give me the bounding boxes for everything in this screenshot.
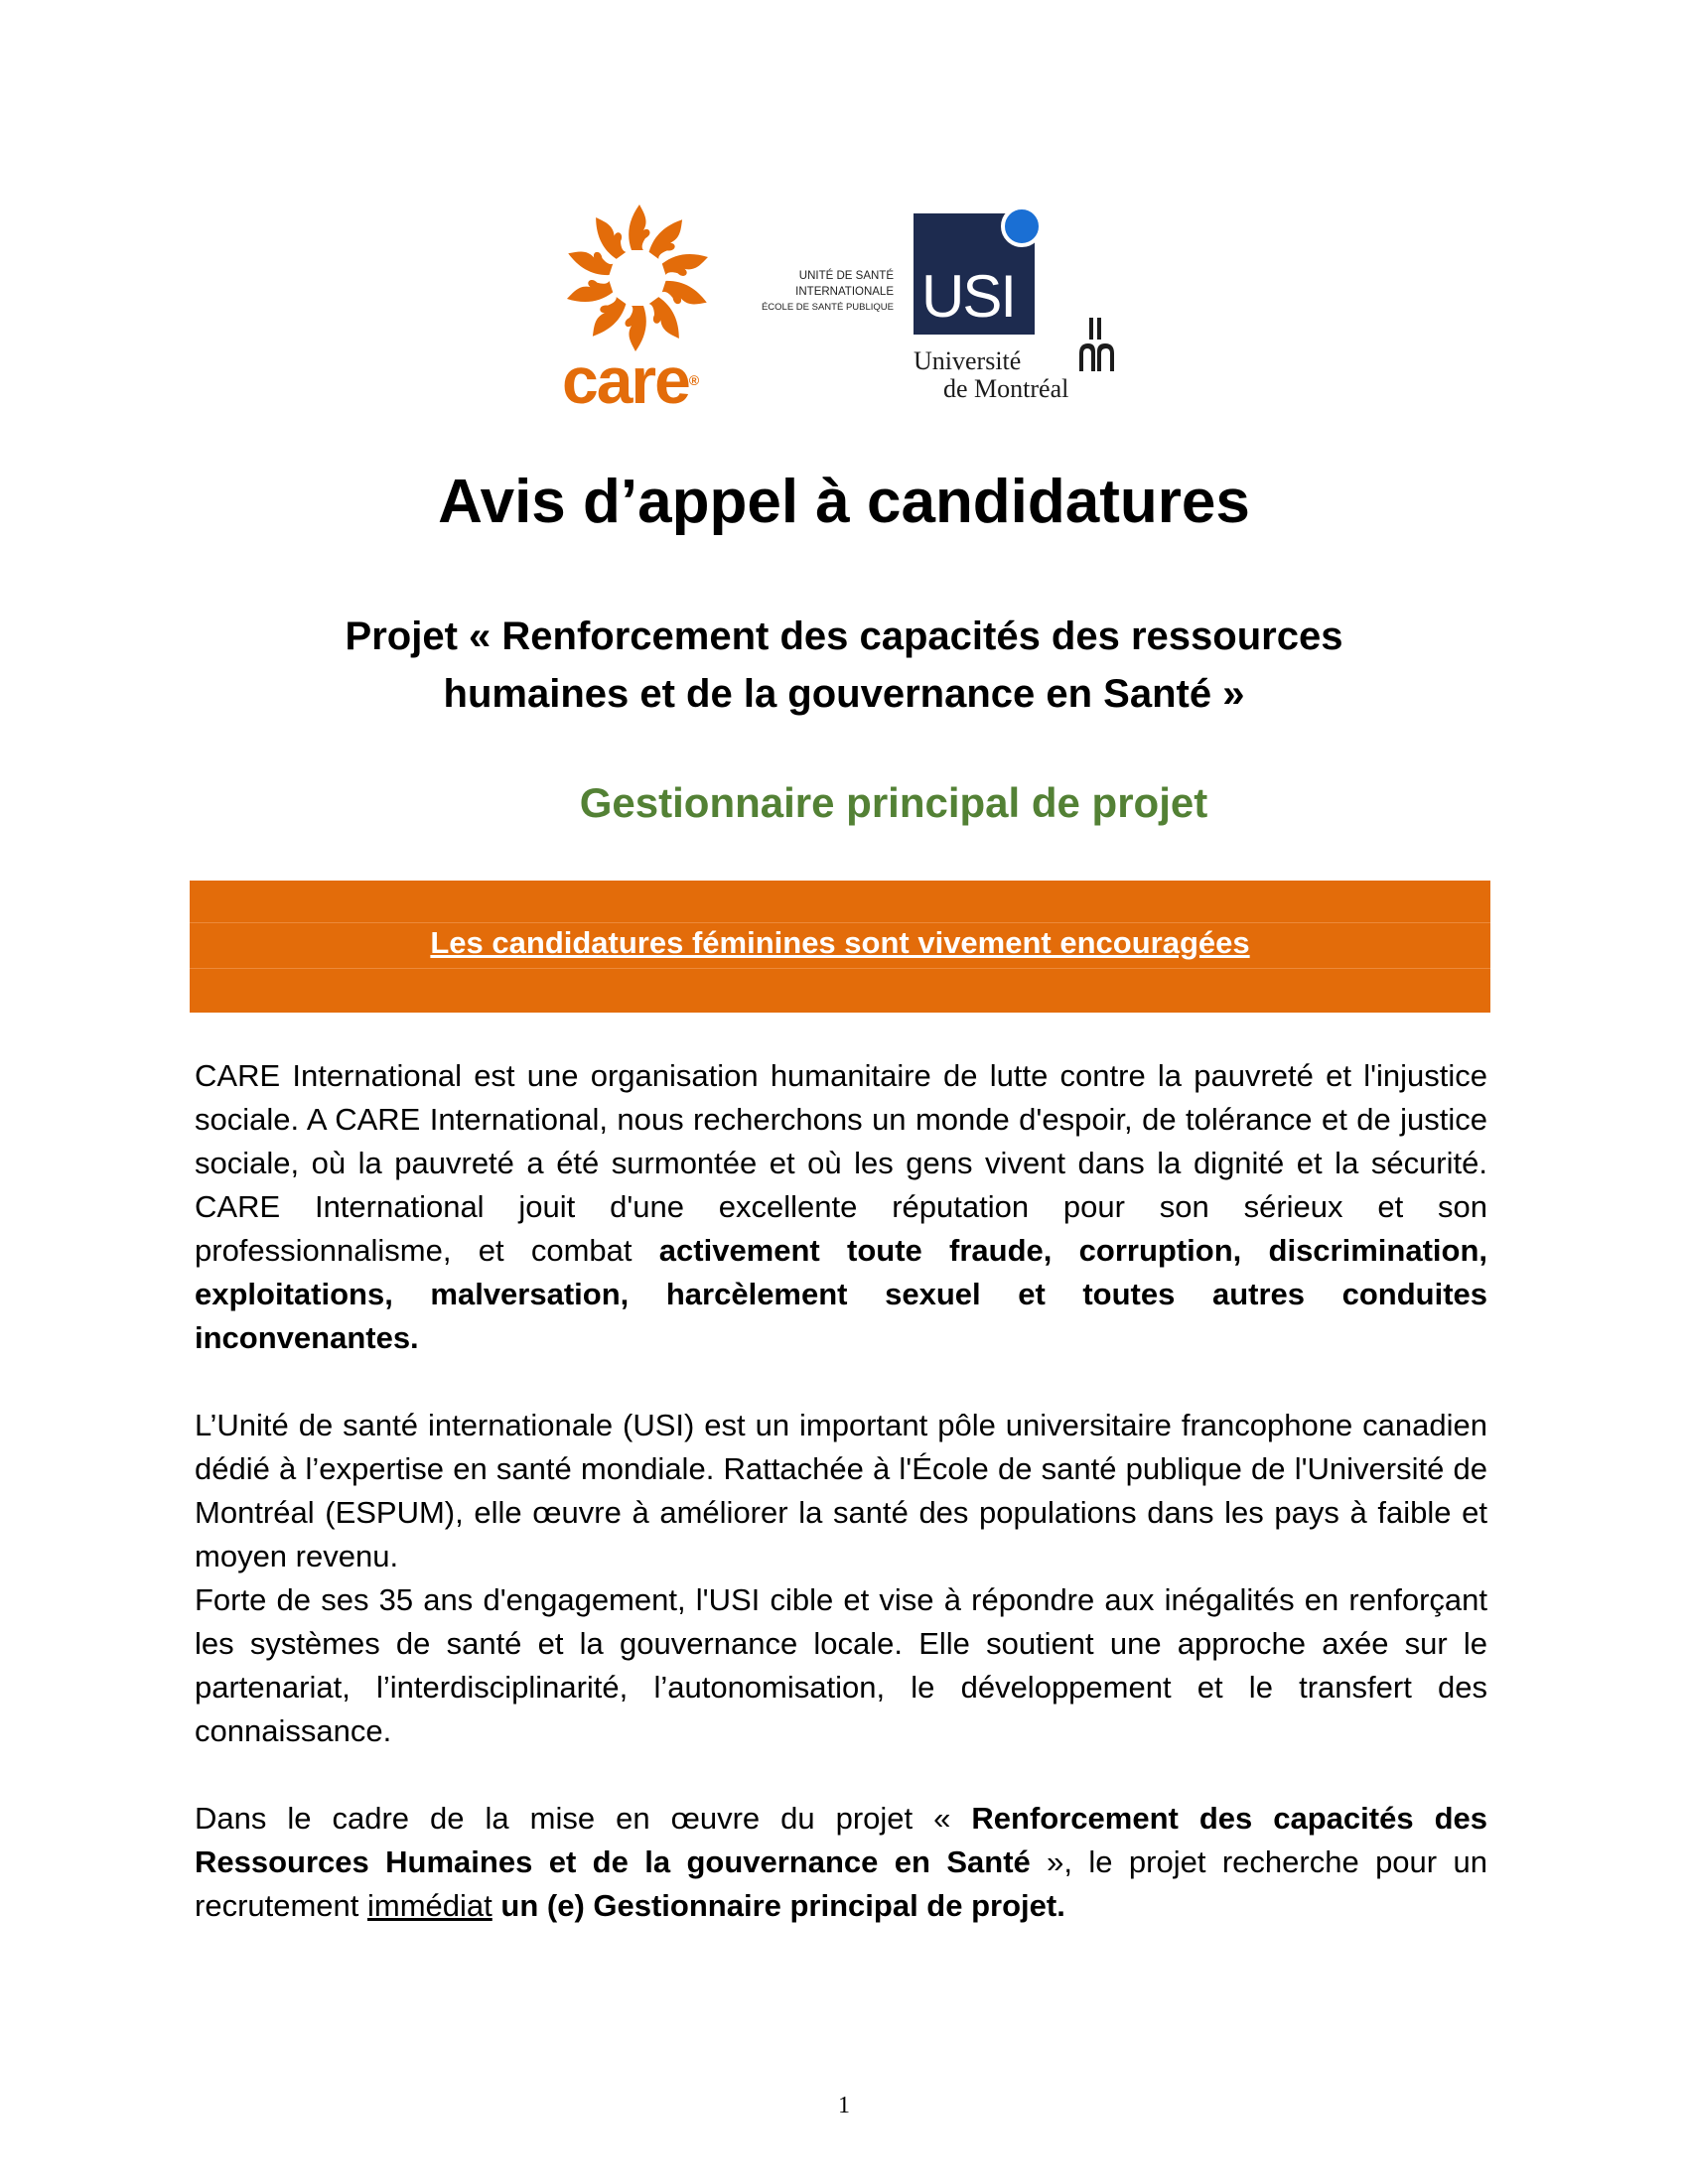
subtitle-line: Projet « Renforcement des capacités des ressources [345, 614, 1343, 658]
care-wordmark: care® [562, 343, 700, 417]
udem-line: Université [914, 346, 1022, 375]
subtitle-line: humaines et de la gouvernance en Santé » [443, 672, 1245, 716]
paragraph-usi [195, 1404, 1487, 1753]
udem-line: de Montréal [943, 374, 1069, 403]
position-title: Gestionnaire principal de projet [579, 779, 1208, 826]
project-name: Renforcement des capacités des Ressources Humaines et de la gouvernance en Santé [195, 1801, 1487, 1879]
udem-wordmark [914, 347, 1068, 403]
udem-emblem-icon [1077, 318, 1117, 373]
usi-caption [755, 268, 894, 316]
banner-divider [190, 922, 1490, 923]
care-logo [556, 199, 735, 417]
banner-text: Les candidatures féminines sont vivement encouragées [430, 925, 1250, 960]
page-number: 1 [838, 2093, 850, 2118]
paragraph-text: », le projet recherche pour un recrutement [195, 1844, 1487, 1923]
paragraph-project [195, 1797, 1487, 1928]
usi-box [914, 213, 1035, 335]
paragraph-text: CARE International est une organisation humanitaire de lutte contre la pauvreté et l'injustice sociale. A CARE International, nous recherchons un monde d'espoir, de tolérance et de justice sociale, où la pauvreté a été surmontée et où les gens vivent dans la dignité et la sécurité. CARE International jouit d'une excellente réputation pour son sérieux et son professionnalisme, et combat [195, 1058, 1487, 1268]
usi-logo [755, 208, 1152, 417]
paragraph-bold-text: activement toute fraude, corruption, discrimination, exploitations, malversation, harcèlement sexuel et toutes autres conduites inconvenantes. [195, 1233, 1488, 1355]
registered-mark: ® [688, 372, 700, 388]
usi-box-label: USI [921, 263, 1016, 330]
usi-caption-line: UNITÉ DE SANTÉ [798, 270, 894, 282]
project-subtitle [248, 608, 1440, 723]
page-title: Avis d’appel à candidatures [438, 468, 1250, 536]
usi-caption-line: INTERNATIONALE [795, 286, 894, 298]
paragraph-text: L’Unité de santé internationale (USI) est un important pôle universitaire francophone canadien dédié à l’expertise en santé mondiale. Rattachée à l'École de santé publique de l'Université de Montréal (ESPUM), elle œuvre à améliorer la santé des populations dans les pays à faible et moyen revenu. [195, 1408, 1487, 1573]
paragraph-text: Forte de ses 35 ans d'engagement, l'USI cible et vise à répondre aux inégalités en renforçant les systèmes de santé et la gouvernance locale. Elle soutient une approche axée sur le partenariat, l’interdisciplinarité, l’autonomisation, le développement et le transfert des connaissance. [195, 1582, 1487, 1748]
paragraph-text: Dans le cadre de la mise en œuvre du projet « [195, 1801, 972, 1836]
role-text: un (e) Gestionnaire principal de projet. [500, 1888, 1065, 1923]
usi-dot-icon [1001, 205, 1043, 247]
banner-divider [190, 968, 1490, 969]
notice-banner [190, 881, 1490, 1013]
paragraph-care [195, 1054, 1487, 1360]
logo-header [536, 189, 1152, 427]
underlined-text: immédiat [367, 1888, 492, 1923]
usi-caption-line: ÉCOLE DE SANTÉ PUBLIQUE [761, 302, 894, 313]
